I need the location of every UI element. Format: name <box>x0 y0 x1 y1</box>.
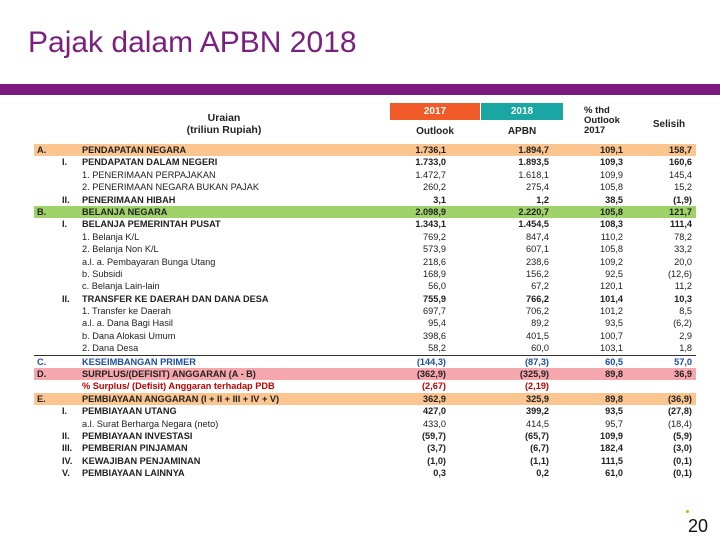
table-row <box>34 355 696 368</box>
header-year-2018: 2018 <box>481 103 563 120</box>
table-row <box>34 317 696 329</box>
row-subnumber: I. <box>62 219 68 230</box>
value-percent: 93,5 <box>605 406 623 417</box>
value-percent: 105,8 <box>600 206 623 217</box>
row-label: PEMBIAYAAN UTANG <box>82 406 177 417</box>
value-percent: 105,8 <box>600 182 623 193</box>
slide-title: Pajak dalam APBN 2018 <box>28 26 357 59</box>
table-row <box>34 455 696 467</box>
row-label: 1. PENERIMAAN PERPAJAKAN <box>82 169 216 180</box>
row-label: PENDAPATAN NEGARA <box>82 145 187 155</box>
value-2017-outlook: 168,9 <box>423 268 446 279</box>
table-header <box>34 102 696 144</box>
value-2017-outlook: 58,2 <box>428 343 446 354</box>
value-percent: 89,8 <box>605 369 623 380</box>
value-selisih: 15,2 <box>674 182 692 193</box>
value-percent: 103,1 <box>600 343 623 354</box>
row-label: % Surplus/ (Defisit) Anggaran terhadap PDB <box>82 381 275 392</box>
value-2017-outlook: (144,3) <box>416 356 446 367</box>
value-2017-outlook: 1.472,7 <box>415 169 446 180</box>
row-subnumber: II. <box>62 430 70 441</box>
value-2017-outlook: (362,9) <box>416 369 446 380</box>
value-2018-apbn: 847,4 <box>526 231 549 242</box>
value-percent: 38,5 <box>605 194 623 205</box>
value-2017-outlook: (2,67) <box>421 381 446 392</box>
header-apbn: APBN <box>507 126 537 137</box>
value-2018-apbn: 401,5 <box>526 330 549 341</box>
value-selisih: 11,2 <box>674 281 692 292</box>
value-selisih: (0,1) <box>673 468 692 479</box>
value-2018-apbn: 275,4 <box>526 182 549 193</box>
value-2017-outlook: 573,9 <box>423 244 446 255</box>
table-row <box>34 342 696 354</box>
header-selisih: Selisih <box>652 119 686 130</box>
row-label: PENERIMAAN HIBAH <box>82 194 176 205</box>
value-percent: 109,2 <box>600 256 623 267</box>
value-2017-outlook: 427,0 <box>423 406 446 417</box>
table-row <box>34 181 696 193</box>
table-row <box>34 169 696 181</box>
row-label: a.l. a. Dana Bagi Hasil <box>82 318 173 329</box>
row-number: C. <box>37 356 47 367</box>
value-selisih: (12,6) <box>667 268 692 279</box>
value-2017-outlook: 1.733,0 <box>415 157 446 168</box>
row-label: c. Belanja Lain-lain <box>82 281 160 292</box>
value-2017-outlook: 697,7 <box>423 306 446 317</box>
value-2018-apbn: (6,7) <box>530 443 549 454</box>
value-2017-outlook: 362,9 <box>423 393 446 404</box>
table-row <box>34 194 696 206</box>
value-percent: 61,0 <box>605 468 623 479</box>
value-selisih: 57,0 <box>674 356 692 367</box>
value-selisih: (1,9) <box>673 194 692 205</box>
row-subnumber: II. <box>62 293 70 304</box>
value-percent: 109,1 <box>600 145 623 155</box>
value-percent: 105,8 <box>600 244 623 255</box>
table-row <box>34 256 696 268</box>
row-label: b. Dana Alokasi Umum <box>82 330 176 341</box>
value-percent: 109,3 <box>600 157 623 168</box>
value-selisih: 111,4 <box>670 219 692 230</box>
row-number: A. <box>37 145 47 155</box>
row-label: KESEIMBANGAN PRIMER <box>82 356 196 367</box>
row-label: a.l. a. Pembayaran Bunga Utang <box>82 256 216 267</box>
row-label: 2. Belanja Non K/L <box>82 244 159 255</box>
value-percent: 110,2 <box>600 231 623 242</box>
value-selisih: 1,8 <box>679 343 692 354</box>
value-selisih: 36,9 <box>674 369 692 380</box>
row-label: a.l. Surat Berharga Negara (neto) <box>82 418 219 429</box>
value-selisih: 78,2 <box>674 231 692 242</box>
value-2018-apbn: (2,19) <box>524 381 549 392</box>
row-subnumber: I. <box>62 157 68 168</box>
value-2018-apbn: 766,2 <box>526 293 549 304</box>
header-year-2017: 2017 <box>390 103 480 120</box>
header-percent <box>584 106 620 136</box>
table-row <box>34 430 696 442</box>
row-label: PEMBIAYAAN ANGGARAN (I + II + III + IV + V) <box>82 393 280 404</box>
value-2017-outlook: 95,4 <box>428 318 446 329</box>
value-2018-apbn: 1.454,5 <box>518 219 549 230</box>
row-label: PENDAPATAN DALAM NEGERI <box>82 157 218 168</box>
row-label: BELANJA NEGARA <box>82 206 168 217</box>
value-2018-apbn: 89,2 <box>531 318 549 329</box>
table-row <box>34 393 696 405</box>
value-2018-apbn: 414,5 <box>526 418 549 429</box>
row-label: 2. PENERIMAAN NEGARA BUKAN PAJAK <box>82 182 259 193</box>
row-label: 2. Dana Desa <box>82 343 139 354</box>
table-row <box>34 405 696 417</box>
value-2018-apbn: (325,9) <box>519 369 549 380</box>
table-row <box>34 368 696 380</box>
value-2017-outlook: (3,7) <box>427 443 446 454</box>
header-uraian <box>164 112 284 136</box>
slide-number: 20 <box>688 516 709 536</box>
value-2017-outlook: 398,6 <box>423 330 446 341</box>
value-2017-outlook: 433,0 <box>423 418 446 429</box>
value-selisih: 33,2 <box>674 244 692 255</box>
value-2018-apbn: (65,7) <box>524 430 549 441</box>
table-row <box>34 243 696 255</box>
value-2018-apbn: 325,9 <box>526 393 549 404</box>
decorative-dot <box>686 510 689 513</box>
value-percent: 120,1 <box>600 281 623 292</box>
row-subnumber: III. <box>62 443 73 454</box>
value-2017-outlook: 218,6 <box>423 256 446 267</box>
row-number: B. <box>37 206 47 217</box>
value-percent: 89,8 <box>605 393 623 404</box>
value-2018-apbn: 2.220,7 <box>518 206 549 217</box>
value-selisih: 160,6 <box>669 157 692 168</box>
value-2017-outlook: 1.343,1 <box>415 219 446 230</box>
table-row <box>34 268 696 280</box>
table-row <box>34 330 696 342</box>
value-2017-outlook: 1.736,1 <box>415 145 446 155</box>
row-subnumber: II. <box>62 194 70 205</box>
value-selisih: (27,8) <box>667 406 692 417</box>
value-selisih: 145,4 <box>669 169 692 180</box>
row-label: SURPLUS/(DEFISIT) ANGGARAN (A - B) <box>82 369 256 380</box>
row-subnumber: IV. <box>62 455 73 466</box>
value-2018-apbn: 1,2 <box>536 194 549 205</box>
value-percent: 111,5 <box>601 455 623 466</box>
header-uraian-unit: (triliun Rupiah) <box>186 124 262 136</box>
header-outlook: Outlook <box>416 126 454 137</box>
value-selisih: 2,9 <box>679 330 692 341</box>
value-2018-apbn: 607,1 <box>526 244 549 255</box>
row-label: PEMBERIAN PINJAMAN <box>82 443 188 454</box>
table-row <box>34 442 696 454</box>
table-body <box>34 144 696 480</box>
value-2018-apbn: 238,6 <box>526 256 549 267</box>
row-label: PEMBIAYAAN LAINNYA <box>82 468 185 479</box>
value-2017-outlook: 3,1 <box>433 194 446 205</box>
value-percent: 182,4 <box>600 443 623 454</box>
table-row <box>34 380 696 392</box>
table-row <box>34 467 696 479</box>
table-row <box>34 293 696 305</box>
apbn-table <box>34 102 696 516</box>
value-2018-apbn: 1.894,7 <box>518 145 549 155</box>
value-selisih: (6,2) <box>673 318 692 329</box>
value-2017-outlook: 56,0 <box>428 281 446 292</box>
value-percent: 108,3 <box>600 219 623 230</box>
row-subnumber: I. <box>62 406 68 417</box>
value-selisih: 158,7 <box>669 145 692 155</box>
row-label: 1. Belanja K/L <box>82 231 140 242</box>
table-row <box>34 144 696 156</box>
row-label: PEMBIAYAAN INVESTASI <box>82 430 193 441</box>
row-subnumber: V. <box>62 468 70 479</box>
value-2018-apbn: 156,2 <box>526 268 549 279</box>
value-selisih: 8,5 <box>679 306 692 317</box>
value-percent: 109,9 <box>600 430 623 441</box>
value-selisih: 20,0 <box>674 256 692 267</box>
header-percent-line1: % thd <box>584 105 610 116</box>
row-label: KEWAJIBAN PENJAMINAN <box>82 455 201 466</box>
row-label: b. Subsidi <box>82 268 123 279</box>
value-percent: 109,9 <box>600 169 623 180</box>
value-2018-apbn: 399,2 <box>526 406 549 417</box>
header-percent-line2: Outlook <box>584 115 620 126</box>
table-row <box>34 418 696 430</box>
row-label: BELANJA PEMERINTAH PUSAT <box>82 219 221 230</box>
value-percent: 60,5 <box>605 356 623 367</box>
value-selisih: 121,7 <box>669 206 692 217</box>
value-selisih: (5,9) <box>673 430 692 441</box>
value-2017-outlook: (59,7) <box>421 430 446 441</box>
table-row <box>34 305 696 317</box>
value-percent: 101,2 <box>600 306 623 317</box>
value-2018-apbn: (87,3) <box>524 356 549 367</box>
value-percent: 95,7 <box>605 418 623 429</box>
value-2018-apbn: 0,2 <box>536 468 549 479</box>
table-row <box>34 231 696 243</box>
value-selisih: 10,3 <box>674 293 692 304</box>
table-row <box>34 206 696 218</box>
value-percent: 101,4 <box>600 293 623 304</box>
value-2018-apbn: 67,2 <box>531 281 549 292</box>
value-2018-apbn: 60,0 <box>531 343 549 354</box>
value-2018-apbn: 706,2 <box>526 306 549 317</box>
value-2018-apbn: (1,1) <box>530 455 549 466</box>
title-divider-bar <box>0 84 720 95</box>
value-2017-outlook: 769,2 <box>423 231 446 242</box>
value-2017-outlook: (1,0) <box>427 455 446 466</box>
value-selisih: (36,9) <box>667 393 692 404</box>
value-percent: 100,7 <box>600 330 623 341</box>
value-2017-outlook: 0,3 <box>433 468 446 479</box>
value-selisih: (3,0) <box>673 443 692 454</box>
value-2018-apbn: 1.618,1 <box>518 169 549 180</box>
value-2017-outlook: 2.098,9 <box>415 206 446 217</box>
value-2017-outlook: 755,9 <box>423 293 446 304</box>
row-number: E. <box>37 393 46 404</box>
header-uraian-label: Uraian <box>207 112 241 124</box>
table-row <box>34 280 696 292</box>
value-percent: 92,5 <box>605 268 623 279</box>
value-selisih: (0,1) <box>673 455 692 466</box>
value-2018-apbn: 1.893,5 <box>518 157 549 168</box>
row-number: D. <box>37 369 47 380</box>
row-label: 1. Transfer ke Daerah <box>82 306 171 317</box>
value-percent: 93,5 <box>605 318 623 329</box>
value-2017-outlook: 260,2 <box>423 182 446 193</box>
row-label: TRANSFER KE DAERAH DAN DANA DESA <box>82 293 269 304</box>
table-row <box>34 156 696 168</box>
table-row <box>34 218 696 230</box>
header-percent-line3: 2017 <box>584 125 606 136</box>
value-selisih: (18,4) <box>667 418 692 429</box>
